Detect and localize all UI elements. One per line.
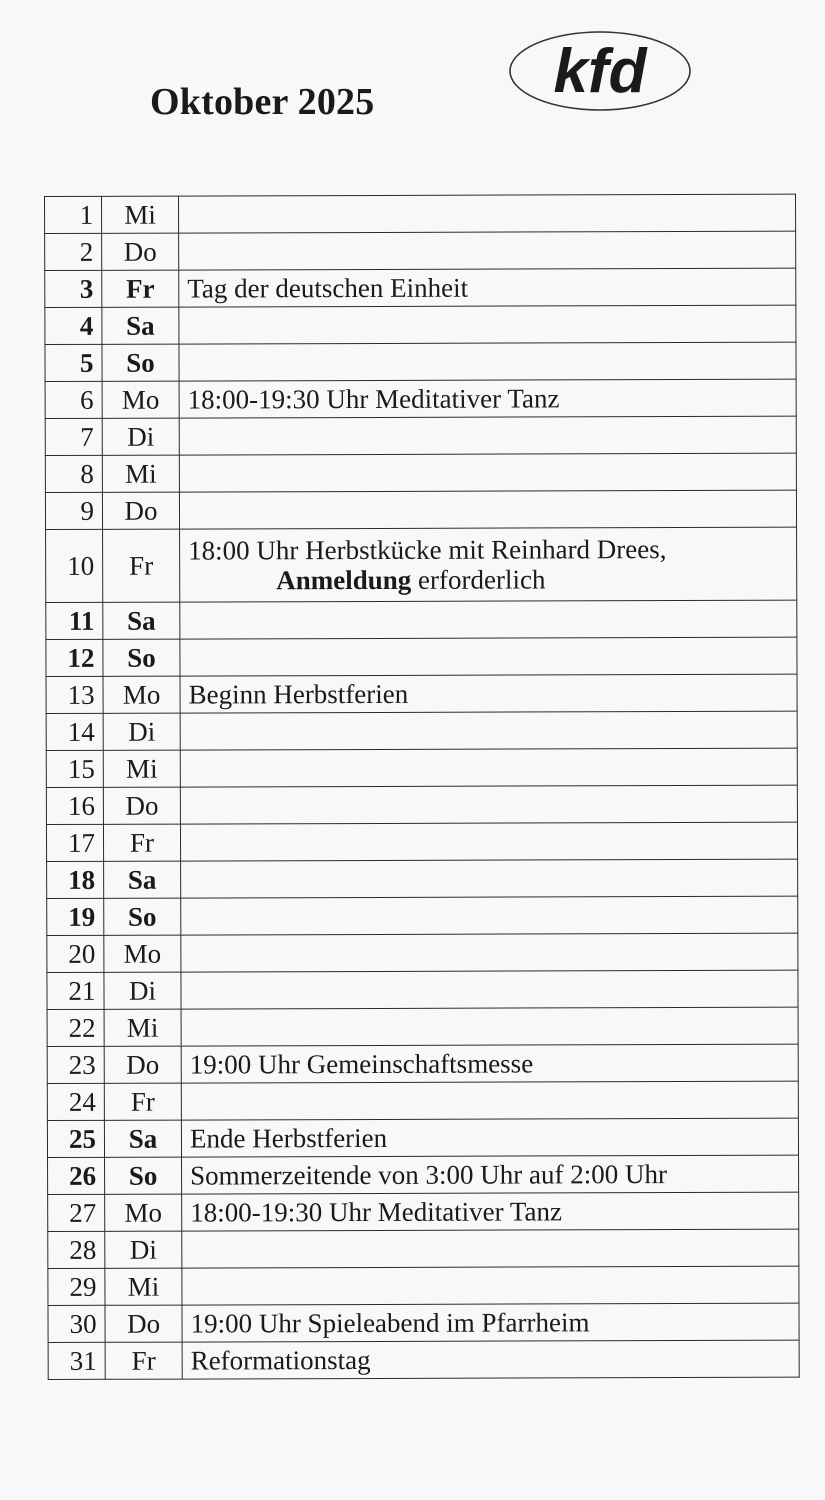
calendar-row [46, 748, 797, 787]
weekday: Mi [104, 1009, 181, 1046]
event-emphasis: Anmeldung [276, 564, 412, 596]
weekday: Di [104, 972, 181, 1009]
day-number: 18 [47, 861, 104, 898]
calendar-row [47, 933, 798, 972]
weekday: Do [102, 233, 179, 270]
calendar-row [45, 490, 796, 529]
weekday: Mo [105, 1194, 182, 1231]
weekday: Sa [103, 602, 180, 639]
weekday: Fr [102, 270, 179, 307]
event-cell [181, 933, 798, 972]
calendar-row [46, 637, 797, 676]
weekday: Di [103, 713, 180, 750]
event-cell [179, 342, 796, 381]
calendar-row [45, 416, 796, 455]
event-cell [182, 1229, 799, 1268]
calendar-row [47, 1081, 798, 1120]
calendar-row [48, 1192, 799, 1231]
day-number: 29 [48, 1268, 105, 1305]
calendar-row [46, 600, 797, 639]
page-title: Oktober 2025 [150, 81, 375, 123]
logo-text: kfd [553, 37, 647, 106]
event-cell [181, 1081, 798, 1120]
weekday: Sa [104, 861, 181, 898]
day-number: 19 [47, 898, 104, 935]
event-cell [181, 1007, 798, 1046]
event-cell [180, 600, 797, 639]
calendar-row [45, 268, 796, 307]
day-number: 7 [45, 418, 102, 455]
event-cell: 18:00-19:30 Uhr Meditativer Tanz [179, 379, 796, 418]
weekday: Do [103, 787, 180, 824]
calendar-row [46, 711, 797, 750]
day-number: 21 [47, 972, 104, 1009]
calendar-row [45, 194, 796, 233]
calendar-row [47, 1044, 798, 1083]
calendar-row [47, 970, 798, 1009]
weekday: Do [104, 1046, 181, 1083]
day-number: 2 [45, 233, 102, 270]
day-number: 12 [46, 639, 103, 676]
event-text: 18:00 Uhr Herbstkücke mit Reinhard Drees, [188, 534, 667, 566]
weekday: Sa [104, 1120, 181, 1157]
calendar-table [44, 194, 800, 1380]
day-number: 13 [46, 676, 103, 713]
event-cell [181, 859, 798, 898]
event-cell [179, 453, 796, 492]
event-cell [182, 1266, 799, 1305]
calendar-row [47, 859, 798, 898]
event-cell [180, 527, 797, 602]
event-cell: 18:00-19:30 Uhr Meditativer Tanz [182, 1192, 799, 1231]
calendar-row [48, 1303, 799, 1342]
weekday: So [105, 1157, 182, 1194]
kfd-logo [508, 30, 692, 112]
weekday: So [104, 898, 181, 935]
weekday: Mi [103, 750, 180, 787]
event-cell [179, 231, 796, 270]
event-text-line2 [188, 564, 790, 596]
day-number: 6 [45, 381, 102, 418]
weekday: Fr [103, 529, 180, 602]
weekday: Mi [102, 455, 179, 492]
event-cell: 19:00 Uhr Gemeinschaftsmesse [181, 1044, 798, 1083]
event-cell: 19:00 Uhr Spieleabend im Pfarrheim [182, 1303, 799, 1342]
day-number: 8 [45, 455, 102, 492]
weekday: Do [102, 492, 179, 529]
day-number: 22 [47, 1009, 104, 1046]
weekday: Di [102, 418, 179, 455]
day-number: 23 [47, 1046, 104, 1083]
weekday: Mo [102, 381, 179, 418]
weekday: Mi [105, 1268, 182, 1305]
day-number: 31 [48, 1342, 105, 1379]
calendar-row [47, 896, 798, 935]
weekday: Mo [104, 935, 181, 972]
event-cell [180, 748, 797, 787]
calendar-row [45, 453, 796, 492]
event-cell [181, 970, 798, 1009]
event-cell: Beginn Herbstferien [180, 674, 797, 713]
calendar-row [45, 342, 796, 381]
day-number: 10 [46, 529, 103, 602]
day-number: 5 [45, 344, 102, 381]
day-number: 25 [47, 1120, 104, 1157]
day-number: 11 [46, 602, 103, 639]
day-number: 17 [46, 824, 103, 861]
day-number: 16 [46, 787, 103, 824]
calendar-row [46, 785, 797, 824]
calendar-row [48, 1266, 799, 1305]
event-cell [180, 711, 797, 750]
weekday: Fr [104, 1083, 181, 1120]
event-cell [180, 785, 797, 824]
day-number: 4 [45, 307, 102, 344]
event-cell [180, 822, 797, 861]
calendar-row [48, 1155, 799, 1194]
event-cell [180, 637, 797, 676]
event-cell: Sommerzeitende von 3:00 Uhr auf 2:00 Uhr [182, 1155, 799, 1194]
calendar-row [45, 231, 796, 270]
event-cell [179, 305, 796, 344]
weekday: Sa [102, 307, 179, 344]
calendar-row [46, 527, 797, 602]
day-number: 1 [45, 196, 102, 233]
day-number: 28 [48, 1231, 105, 1268]
event-tail: erforderlich [411, 564, 546, 595]
day-number: 20 [47, 935, 104, 972]
weekday: So [103, 639, 180, 676]
calendar-row [45, 305, 796, 344]
event-cell: Ende Herbstferien [181, 1118, 798, 1157]
calendar-row [46, 674, 797, 713]
weekday: Fr [103, 824, 180, 861]
event-cell: Tag der deutschen Einheit [179, 268, 796, 307]
calendar-row [46, 822, 797, 861]
weekday: Fr [105, 1342, 182, 1379]
event-cell [179, 194, 796, 233]
calendar-row [47, 1118, 798, 1157]
weekday: So [102, 344, 179, 381]
weekday: Di [105, 1231, 182, 1268]
day-number: 9 [45, 492, 102, 529]
calendar-row [45, 379, 796, 418]
day-number: 26 [48, 1157, 105, 1194]
day-number: 24 [47, 1083, 104, 1120]
weekday: Do [105, 1305, 182, 1342]
weekday: Mi [102, 196, 179, 233]
calendar-row [48, 1340, 799, 1379]
weekday: Mo [103, 676, 180, 713]
event-cell [179, 416, 796, 455]
day-number: 30 [48, 1305, 105, 1342]
day-number: 15 [46, 750, 103, 787]
event-cell: Reformationstag [182, 1340, 799, 1379]
calendar-row [48, 1229, 799, 1268]
day-number: 27 [48, 1194, 105, 1231]
event-cell [179, 490, 796, 529]
event-cell [181, 896, 798, 935]
calendar-row [47, 1007, 798, 1046]
day-number: 14 [46, 713, 103, 750]
day-number: 3 [45, 270, 102, 307]
